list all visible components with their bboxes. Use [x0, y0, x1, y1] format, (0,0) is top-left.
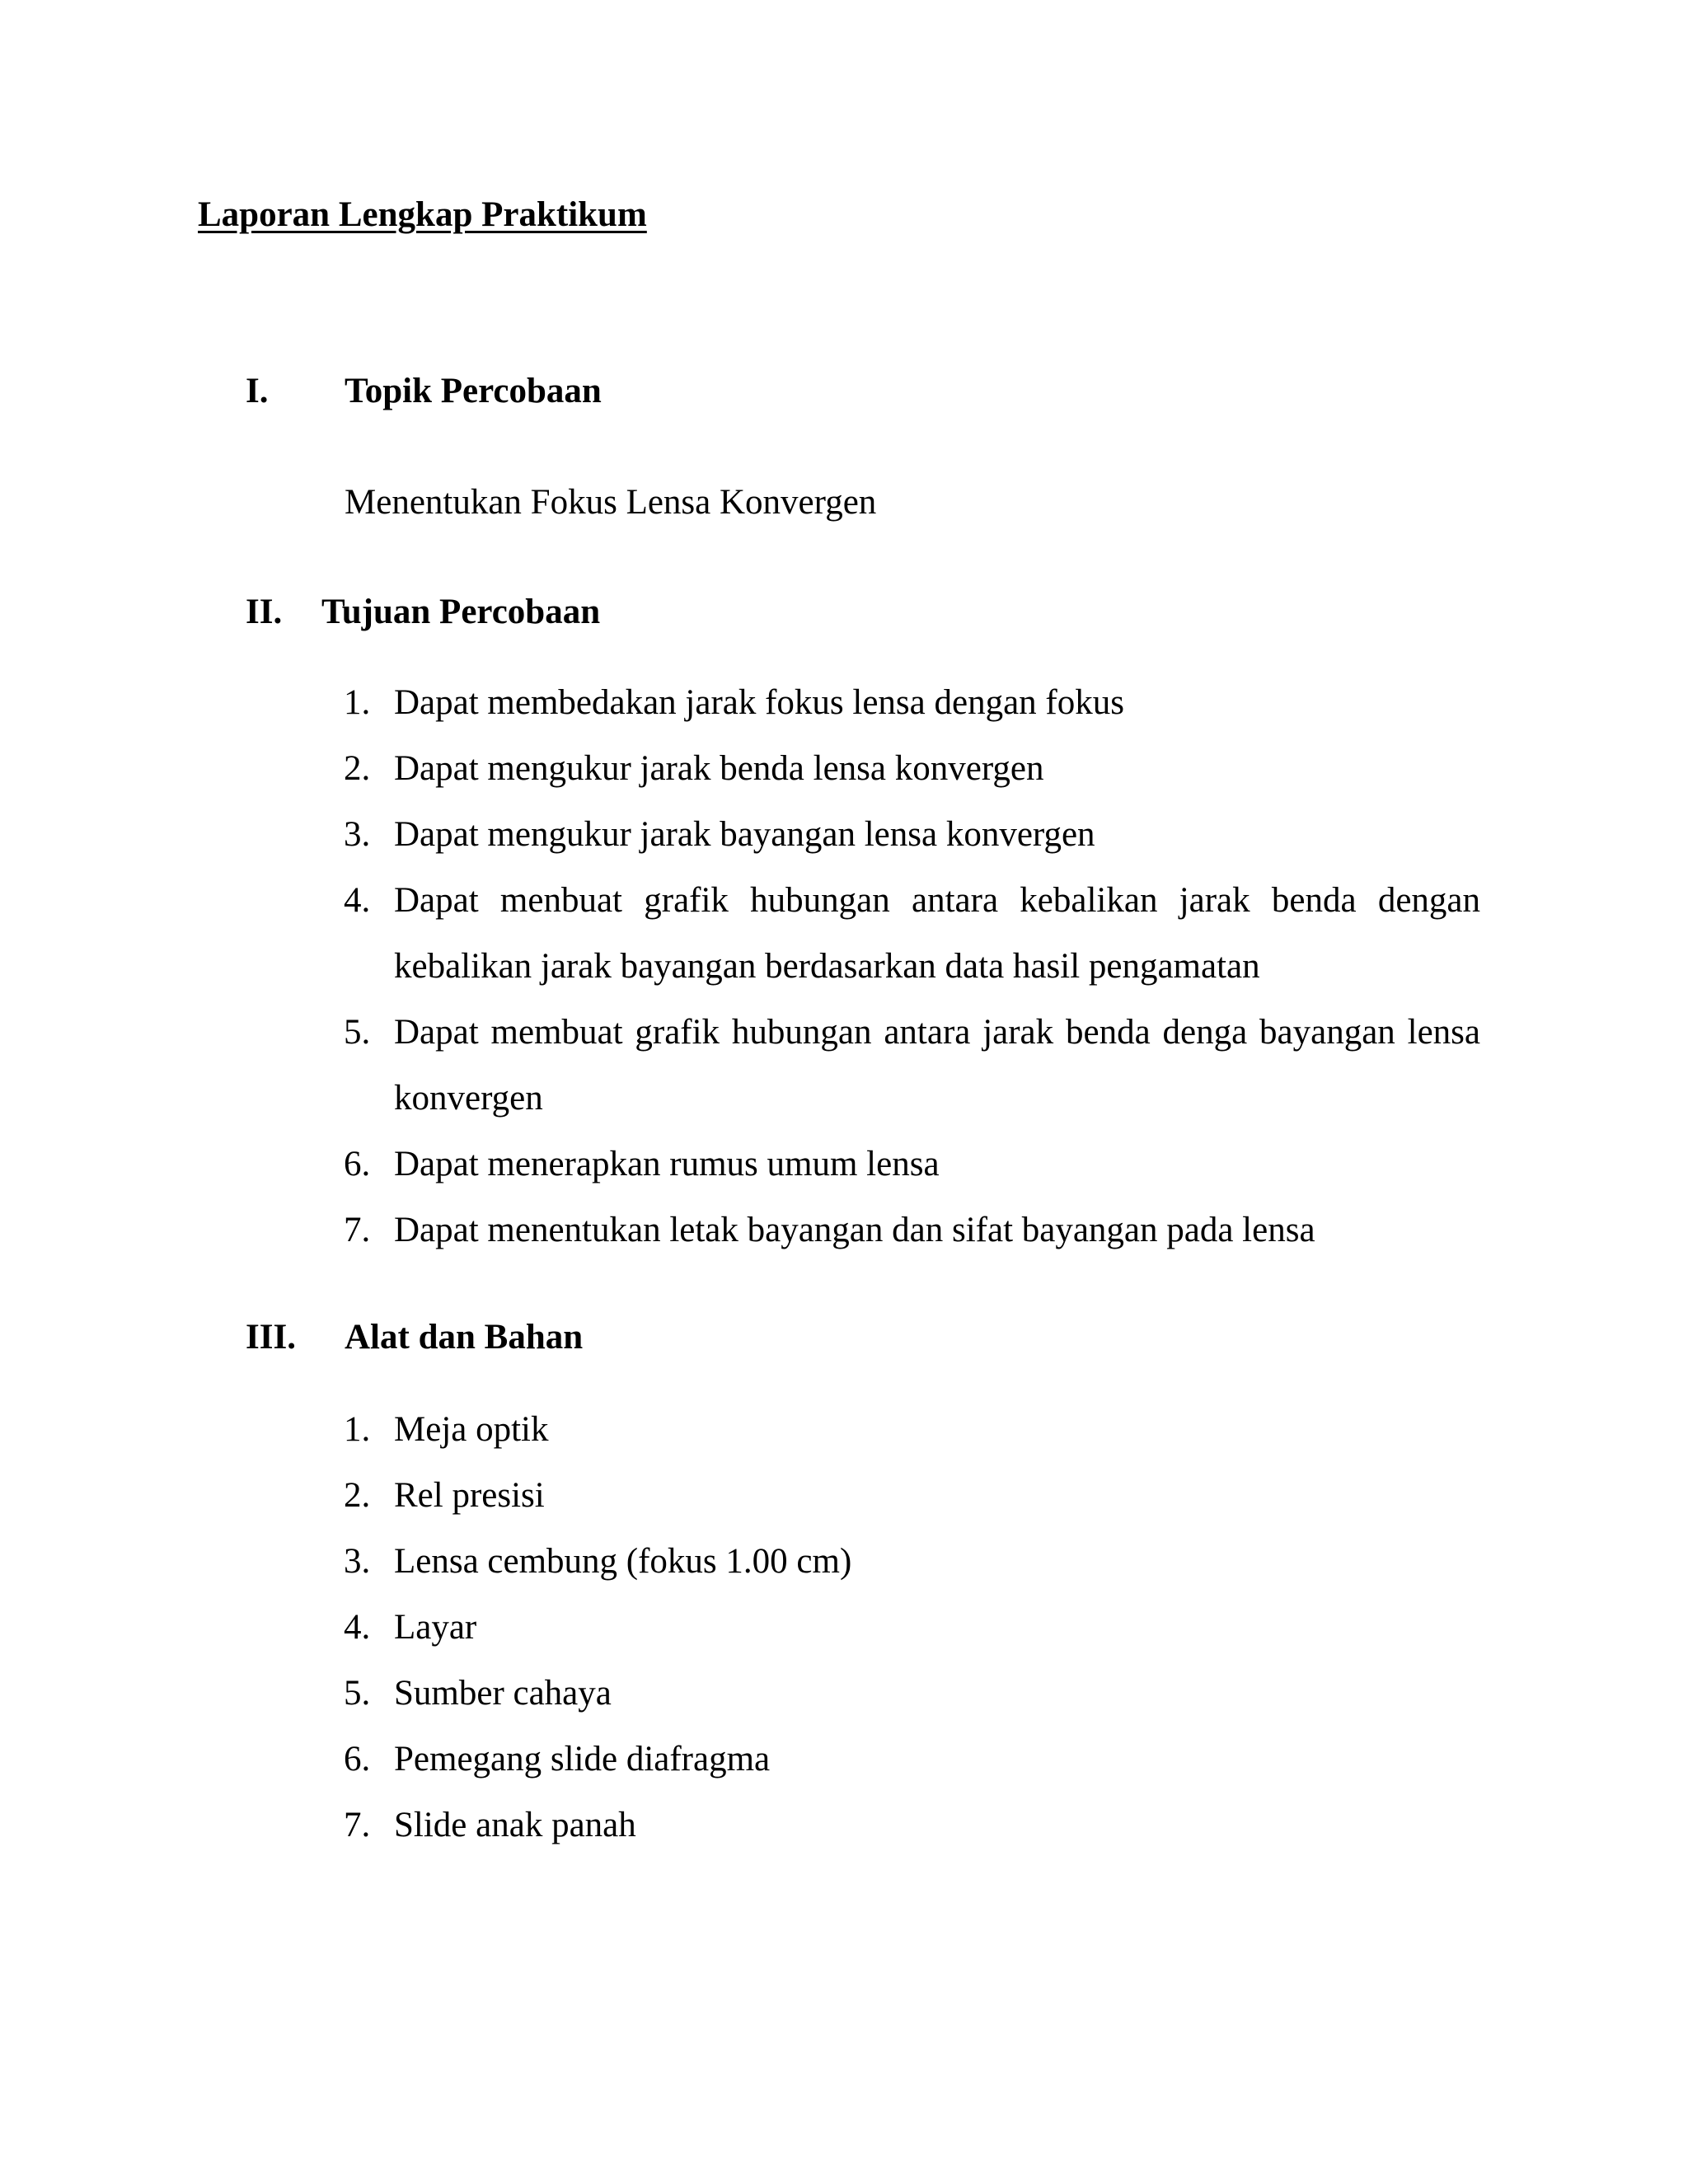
- list-item: [0, 1197, 1480, 1263]
- list-item: [0, 1000, 1480, 1132]
- list-item-text: Dapat membuat grafik hubungan antara jarak benda denga bayangan lensa konvergen: [394, 1013, 1480, 1118]
- list-item: [0, 1529, 1480, 1595]
- list-item: [0, 670, 1480, 736]
- list-item: [0, 1397, 1480, 1463]
- list-item-number: 4.: [344, 1608, 371, 1647]
- list-item: [0, 1595, 1480, 1661]
- list-item-number: 5.: [344, 1674, 371, 1713]
- list-item-number: 7.: [344, 1211, 371, 1249]
- list-item-number: 2.: [344, 1476, 371, 1515]
- section-heading-tujuan: [246, 592, 823, 637]
- list-item-number: 1.: [344, 683, 371, 722]
- list-item-text: Dapat membedakan jarak fokus lensa dengan fokus: [394, 683, 1124, 722]
- section-number: III.: [246, 1318, 296, 1357]
- list-item: [0, 1463, 1480, 1529]
- alat-list: [0, 1397, 1480, 1858]
- list-item-number: 3.: [344, 1542, 371, 1581]
- list-item-text: Meja optik: [394, 1410, 549, 1449]
- section-number: II.: [246, 593, 283, 631]
- list-item-text: Dapat mengukur jarak benda lensa konvergen: [394, 749, 1044, 788]
- section-body-topik: Menentukan Fokus Lensa Konvergen: [345, 483, 877, 522]
- tujuan-list: [0, 670, 1480, 1263]
- section-title: Alat dan Bahan: [345, 1318, 584, 1357]
- section-heading-topik: [246, 371, 823, 416]
- list-item: [0, 802, 1480, 868]
- list-item: [0, 1727, 1480, 1793]
- list-item-text: Pemegang slide diafragma: [394, 1740, 771, 1779]
- list-item: [0, 736, 1480, 802]
- list-item-text: Dapat mengukur jarak bayangan lensa konvergen: [394, 815, 1095, 854]
- list-item-text: Sumber cahaya: [394, 1674, 612, 1713]
- list-item-text: Slide anak panah: [394, 1806, 636, 1844]
- section-heading-alat: [246, 1317, 823, 1362]
- list-item-text: Lensa cembung (fokus 1.00 cm): [394, 1542, 852, 1581]
- list-item-number: 6.: [344, 1145, 371, 1183]
- list-item-number: 7.: [344, 1806, 371, 1844]
- list-item-text: Dapat menerapkan rumus umum lensa: [394, 1145, 940, 1183]
- document-title: Laporan Lengkap Praktikum: [198, 195, 647, 234]
- list-item-text: Dapat menentukan letak bayangan dan sifat bayangan pada lensa: [394, 1211, 1315, 1249]
- list-item: [0, 1132, 1480, 1197]
- list-item: [0, 868, 1480, 1000]
- section-number: I.: [246, 372, 269, 410]
- list-item-text: Rel presisi: [394, 1476, 545, 1515]
- section-title: Topik Percobaan: [345, 372, 602, 410]
- list-item: [0, 1661, 1480, 1727]
- section-title: Tujuan Percobaan: [321, 593, 601, 631]
- list-item-number: 5.: [344, 1013, 371, 1052]
- list-item-number: 4.: [344, 881, 371, 920]
- list-item: [0, 1793, 1480, 1858]
- list-item-number: 1.: [344, 1410, 371, 1449]
- list-item-number: 2.: [344, 749, 371, 788]
- list-item-text: Dapat menbuat grafik hubungan antara kebalikan jarak benda dengan kebalikan jarak bayangan berdasarkan data hasil pengamatan: [394, 881, 1480, 986]
- list-item-number: 6.: [344, 1740, 371, 1779]
- list-item-number: 3.: [344, 815, 371, 854]
- list-item-text: Layar: [394, 1608, 477, 1647]
